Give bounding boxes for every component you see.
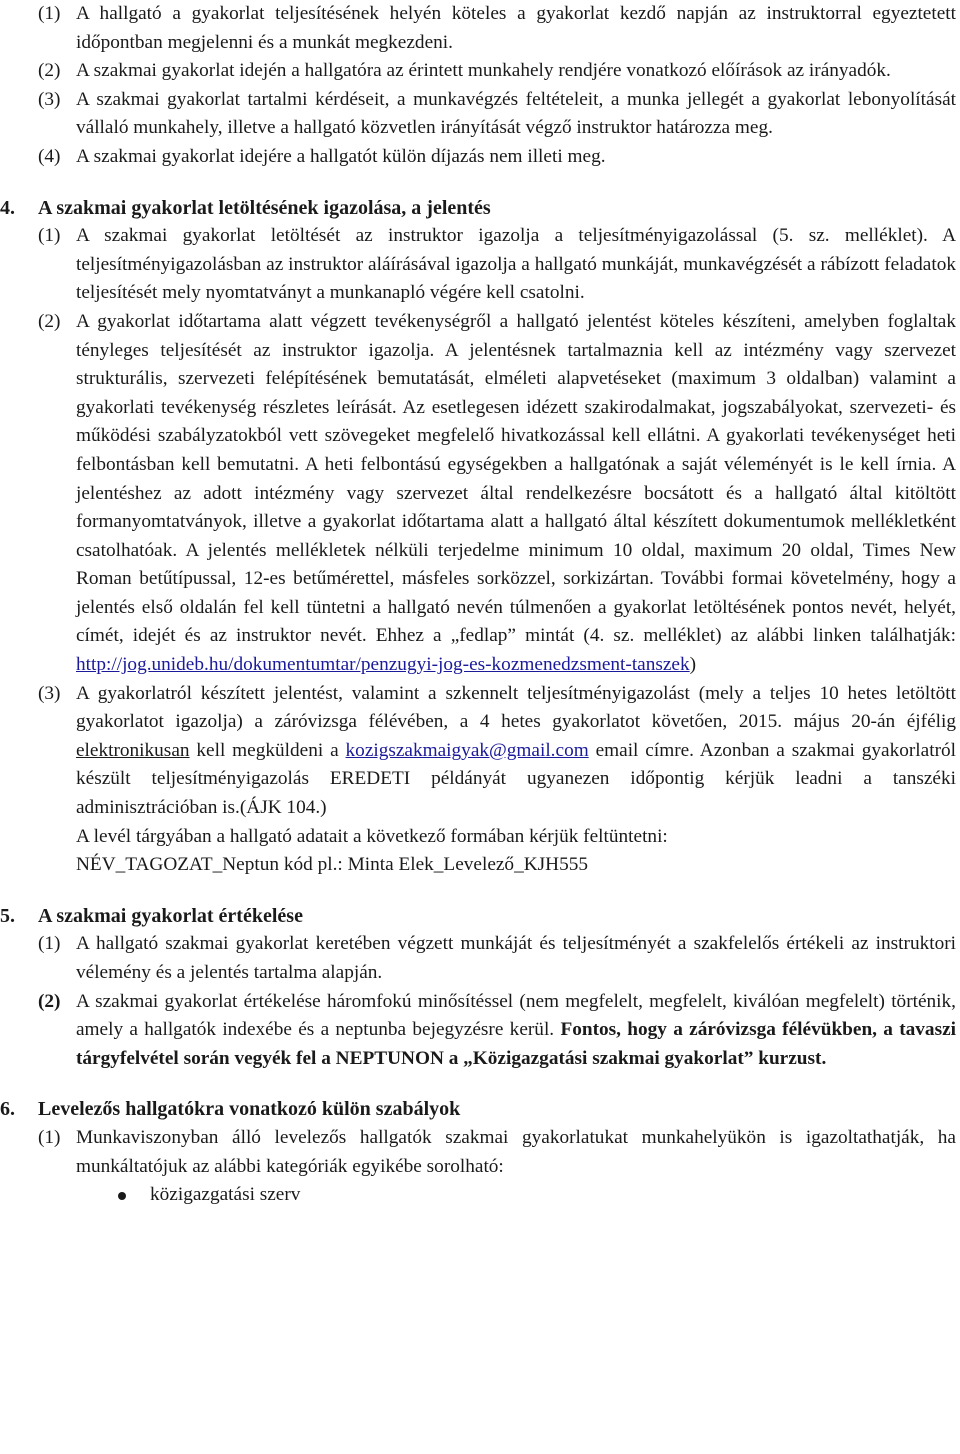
paragraph-text: A szakmai gyakorlat letöltését az instruktor igazolja a teljesítményigazolással (5. sz. melléklet). A teljesítményigazolásban az instruktor aláírásával igazolja a hallgató munkáját, munkavégzését a rábízott feladatok teljesítését mely nyomtatványt a munkanapló végére kell csatolni. xyxy=(76,225,956,304)
paragraph-number: (3) xyxy=(38,88,61,110)
paragraph-text: email címre. Azonban a szakmai gyakorlatról készült teljesítményigazolás EREDETI példányát ugyanezen időpontig kérjük leadni a tanszéki adminisztrációban is.(ÁJK 104.) xyxy=(76,739,956,819)
paragraph-number: (2) xyxy=(38,990,61,1012)
paragraph-number: (3) xyxy=(38,682,61,704)
spacer xyxy=(0,1073,960,1095)
s4-paragraph-3 xyxy=(0,680,960,823)
important-notice: Fontos, hogy a záróvizsga félévükben, a tavaszi tárgyfelvétel során vegyék fel a NEPTUNON a „Közigazgatási szakmai gyakorlat” kurzust. xyxy=(76,1019,956,1069)
paragraph-text: A szakmai gyakorlat tartalmi kérdéseit, a munkavégzés feltételeit, a munka jellegét a gyakorlat lebonyolítását vállaló munkahely, illetve a hallgató közvetlen irányítását végző instruktor határozza meg. xyxy=(76,88,956,139)
s4-paragraph-1 xyxy=(0,222,960,308)
section-title: A szakmai gyakorlat értékelése xyxy=(38,904,303,927)
paragraph-number: (1) xyxy=(38,225,61,247)
paragraph-number: (1) xyxy=(38,3,61,24)
section-title: A szakmai gyakorlat letöltésének igazolása, a jelentés xyxy=(38,196,491,219)
paragraph-number: (2) xyxy=(38,310,61,332)
section-6-heading xyxy=(0,1095,960,1124)
list-item-text: közigazgatási szerv xyxy=(150,1184,301,1206)
category-list xyxy=(0,1181,960,1210)
s6-paragraph-1 xyxy=(0,1124,960,1181)
s4-subject-format: NÉV_TAGOZAT_Neptun kód pl.: Minta Elek_Levelező_KJH555 xyxy=(76,854,588,876)
s3-paragraph-2 xyxy=(0,57,960,86)
spacer xyxy=(0,172,960,194)
paragraph-text: A szakmai gyakorlat idejére a hallgatót külön díjazás nem illeti meg. xyxy=(76,145,606,167)
fedlap-link[interactable]: http://jog.unideb.hu/dokumentumtar/penzugyi-jog-es-kozmenedzsment-tanszek xyxy=(76,654,690,676)
paragraph-text: A szakmai gyakorlat értékelése háromfokú minősítéssel (nem megfelelt, megfelelt, kiválóan megfelelt) történik, amely a hallgatók indexébe és a neptunba bejegyzésre kerül. xyxy=(76,990,956,1041)
s3-paragraph-1 xyxy=(0,0,960,57)
list-item xyxy=(0,1181,960,1210)
bullet-icon xyxy=(118,1192,126,1200)
paragraph-text: A hallgató szakmai gyakorlat keretében végzett munkáját és teljesítményét a szakfelelős értékeli az instruktori vélemény és a jelentés tartalma alapján. xyxy=(76,933,956,983)
paragraph-text: A szakmai gyakorlat idején a hallgatóra az érintett munkahely rendjére vonatkozó előírások az irányadók. xyxy=(76,60,891,82)
section-4-heading xyxy=(0,194,960,223)
paragraph-number: (4) xyxy=(38,145,61,167)
section-number: 6. xyxy=(0,1098,15,1121)
s3-paragraph-4 xyxy=(0,143,960,172)
paragraph-number: (1) xyxy=(38,933,61,955)
paragraph-text: A hallgató a gyakorlat teljesítésének helyén köteles a gyakorlat kezdő napján az instruktorral egyeztetett időpontban megjelenni és a munkát megkezdeni. xyxy=(76,3,956,53)
section-number: 5. xyxy=(0,904,15,927)
paragraph-text: A gyakorlatról készített jelentést, valamint a szkennelt teljesítményigazolást (mely a teljes 10 hetes letöltött gyakorlatot igazolja) a záróvizsga félévében, a 4 hetes gyakorlatot követően, 2015. május 20-án éjfélig xyxy=(76,682,956,733)
section-number: 4. xyxy=(0,196,15,219)
underlined-word: elektronikusan xyxy=(76,739,190,761)
paragraph-number: (2) xyxy=(38,60,61,82)
s4-paragraph-2 xyxy=(0,308,960,680)
s5-paragraph-1 xyxy=(0,930,960,987)
section-title: Levelezős hallgatókra vonatkozó külön szabályok xyxy=(38,1098,461,1121)
paragraph-number: (1) xyxy=(38,1126,61,1148)
email-link[interactable]: kozigszakmaigyak@gmail.com xyxy=(345,739,589,761)
s5-paragraph-2 xyxy=(0,988,960,1074)
paragraph-text: Munkaviszonyban álló levelezős hallgatók szakmai gyakorlatukat munkahelyükön is igazoltathatják, ha munkáltatójuk az alábbi kategóriák egyikébe sorolható: xyxy=(76,1126,956,1177)
s3-paragraph-3 xyxy=(0,86,960,143)
paragraph-text: kell megküldeni a xyxy=(189,739,346,761)
s4-subject-instruction: A levél tárgyában a hallgató adatait a következő formában kérjük feltüntetni: xyxy=(76,825,668,847)
spacer xyxy=(0,880,960,902)
link-close-paren: ) xyxy=(689,654,697,676)
section-5-heading xyxy=(0,902,960,931)
paragraph-text: A gyakorlat időtartama alatt végzett tevékenységről a hallgató jelentést köteles készíteni, amelyben foglaltak tényleges teljesítését az instruktor igazolja. A jelentésnek tartalmaznia kell az intézmény vagy szervezet strukturális, szervezeti felépítésének bemutatását, elméleti alapvetéseket (maximum 3 oldalban) valamint a gyakorlati tevékenység részletes leírását. Az esetlegesen idézett szakirodalmakat, jogszabályokat, szervezeti- és működési szabályzatokból vett szövegeket megfelelő hivatkozással kell ellátni. A gyakorlati tevékenységet heti felbontásban kell bemutatni. A heti felbontású egységekben a hallgatónak a saját véleményét is le kell írnia. A jelentéshez az adott intézmény vagy szervezet által rendelkezésre bocsátott és a hallgató által kitöltött formanyomtatványok, illetve a gyakorlat időtartama alatt a hallgató által készített dokumentumok mellékletként csatolhatóak. A jelentés mellékletek nélküli terjedelme minimum 10 oldal, maximum 20 oldal, Times New Roman betűtípussal, 12-es betűmérettel, másfeles sorközzel, sorkizártan. További formai követelmény, hogy a jelentés első oldalán fel kell tüntetni a hallgató nevén túlmenően a gyakorlat letöltésének pontos nevét, helyét, címét, idejét és az instruktor nevét. Ehhez a „fedlap” mintát (4. sz. melléklet) az alábbi linken találhatják: xyxy=(76,310,956,647)
